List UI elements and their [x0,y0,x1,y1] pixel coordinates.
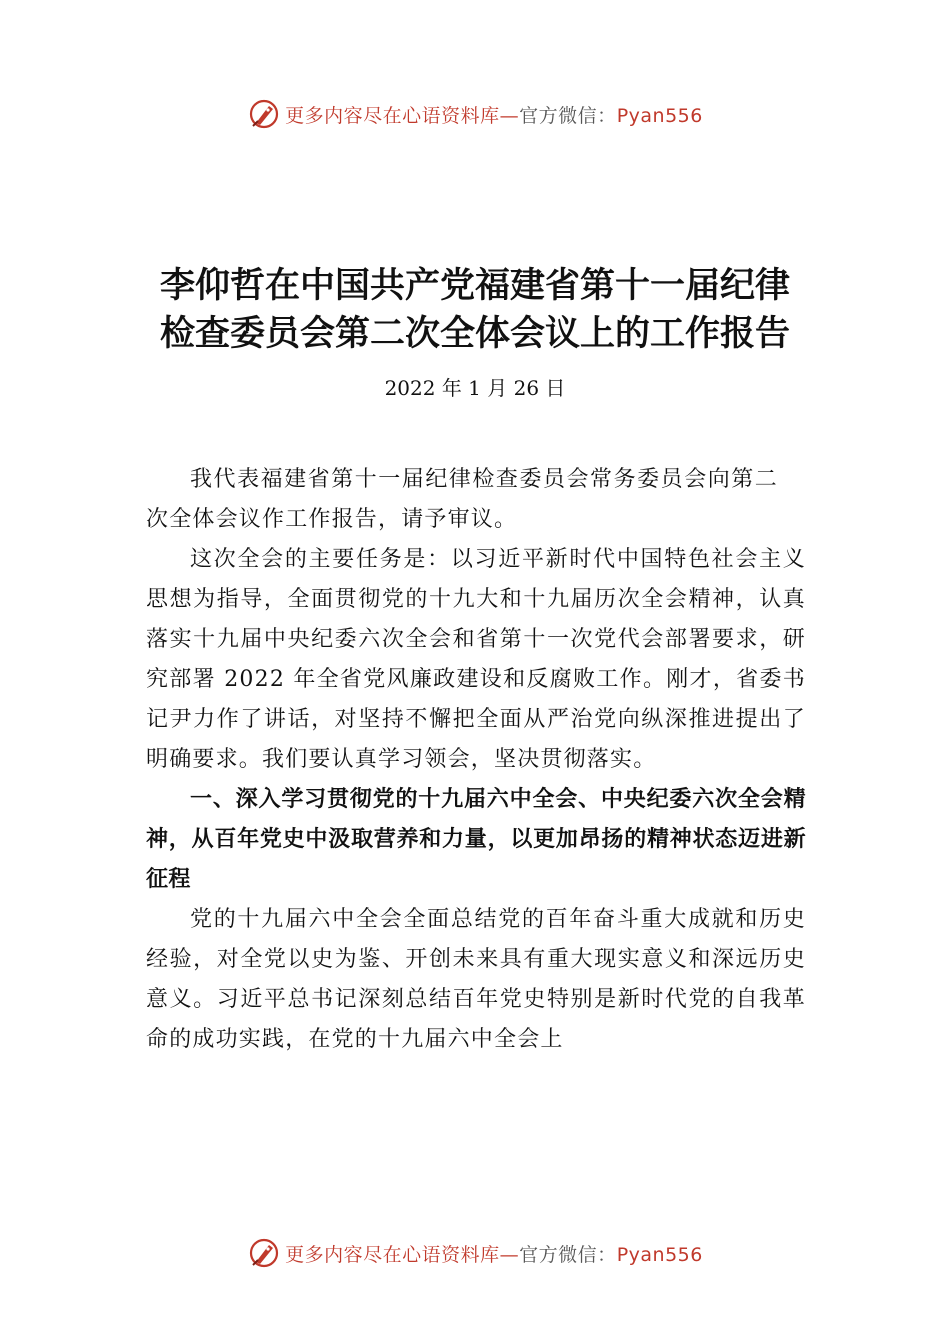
section-heading-1: 一、深入学习贯彻党的十九届六中全会、中央纪委六次全会精神，从百年党史中汲取营养和力量，以更加昂扬的精神状态迈进新征程 [146,787,806,892]
paragraph-2: 这次全会的主要任务是：以习近平新时代中国特色社会主义思想为指导，全面贯彻党的十九大和十九届历次全会精神，认真落实十九届中央纪委六次全会和省第十一次党代会部署要求，研究部署 2022 年全省党风廉政建设和反腐败工作。刚才，省委书记尹力作了讲话，对坚持不懈把全面从严治党向纵深推进提出了明确要求。我们要认真学习领会，坚决贯彻落实。 [146,547,806,772]
watermark-label: 官方微信： [519,1243,617,1266]
paragraph-3: 党的十九届六中全会全面总结党的百年奋斗重大成就和历史经验，对全党以史为鉴、开创未来具有重大现实意义和深远历史意义。习近平总书记深刻总结百年党史特别是新时代党的自我革命的成功实践，在党的十九届六中全会上 [146,907,806,1052]
watermark-account: Pyan556 [616,104,703,127]
pen-nib-circle-logo-icon [247,97,281,131]
watermark-separator: — [499,1243,520,1266]
watermark-banner-bottom [0,1233,950,1273]
document-title [0,262,950,358]
watermark-brand: 更多内容尽在心语资料库 [285,1243,500,1266]
document-date: 2022 年 1 月 26 日 [384,376,566,400]
watermark-text [285,101,703,128]
watermark-banner-top [0,94,950,134]
watermark-label: 官方微信： [519,104,617,127]
title-line-1: 李仰哲在中国共产党福建省第十一届纪律 [159,266,790,306]
title-line-2: 检查委员会第二次全体会议上的工作报告 [159,314,790,354]
paragraph-1: 我代表福建省第十一届纪律检查委员会常务委员会向第二次全体会议作工作报告，请予审议。 [146,467,778,532]
pen-nib-circle-logo-icon [247,1236,281,1270]
watermark-account: Pyan556 [616,1243,703,1266]
watermark-brand: 更多内容尽在心语资料库 [285,104,500,127]
watermark-text [285,1240,703,1267]
document-body [146,460,806,1060]
watermark-separator: — [499,104,520,127]
